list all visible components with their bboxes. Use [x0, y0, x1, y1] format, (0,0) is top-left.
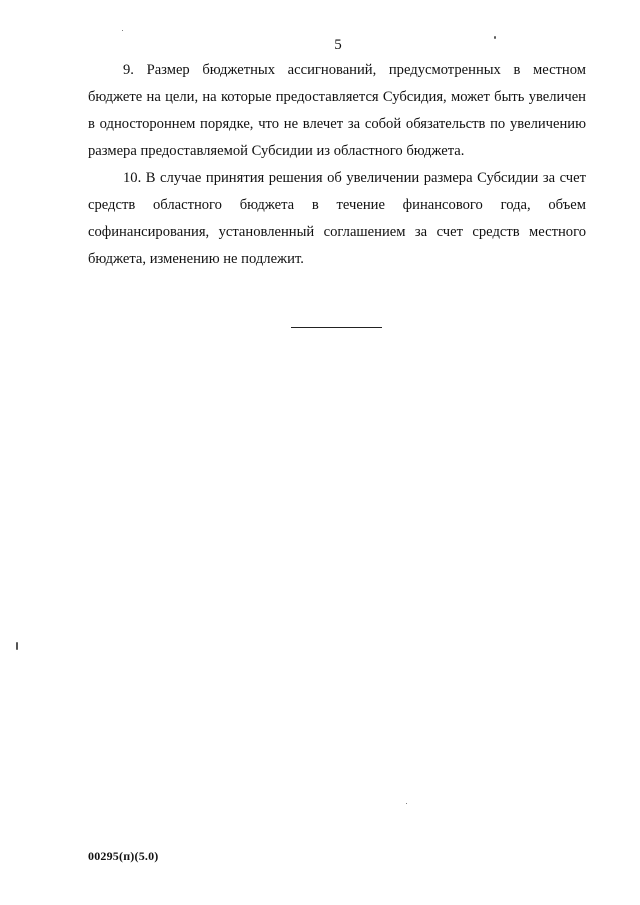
page-number: 5 [334, 37, 342, 53]
paragraph-10: 10. В случае принятия решения об увеличении размера Субсидии за счет средств областного бюджета в течение финансового года, объем софинансирования, установленный соглашением за счет средств местного бюджета, изменению не подлежит. [88, 170, 586, 267]
scan-speck [16, 642, 18, 650]
document-code: 00295(п)(5.0) [88, 849, 159, 863]
scan-speck [494, 36, 496, 39]
scan-speck [122, 30, 123, 31]
document-body [88, 57, 586, 273]
paragraph-9: 9. Размер бюджетных ассигнований, предусмотренных в местном бюджете на цели, на которые предоставляется Субсидия, может быть увеличен в одностороннем порядке, что не влечет за собой обязательств по увеличению размера предоставляемой Субсидии из областного бюджета. [88, 62, 586, 159]
scan-speck [406, 803, 407, 804]
separator-line [291, 327, 382, 328]
